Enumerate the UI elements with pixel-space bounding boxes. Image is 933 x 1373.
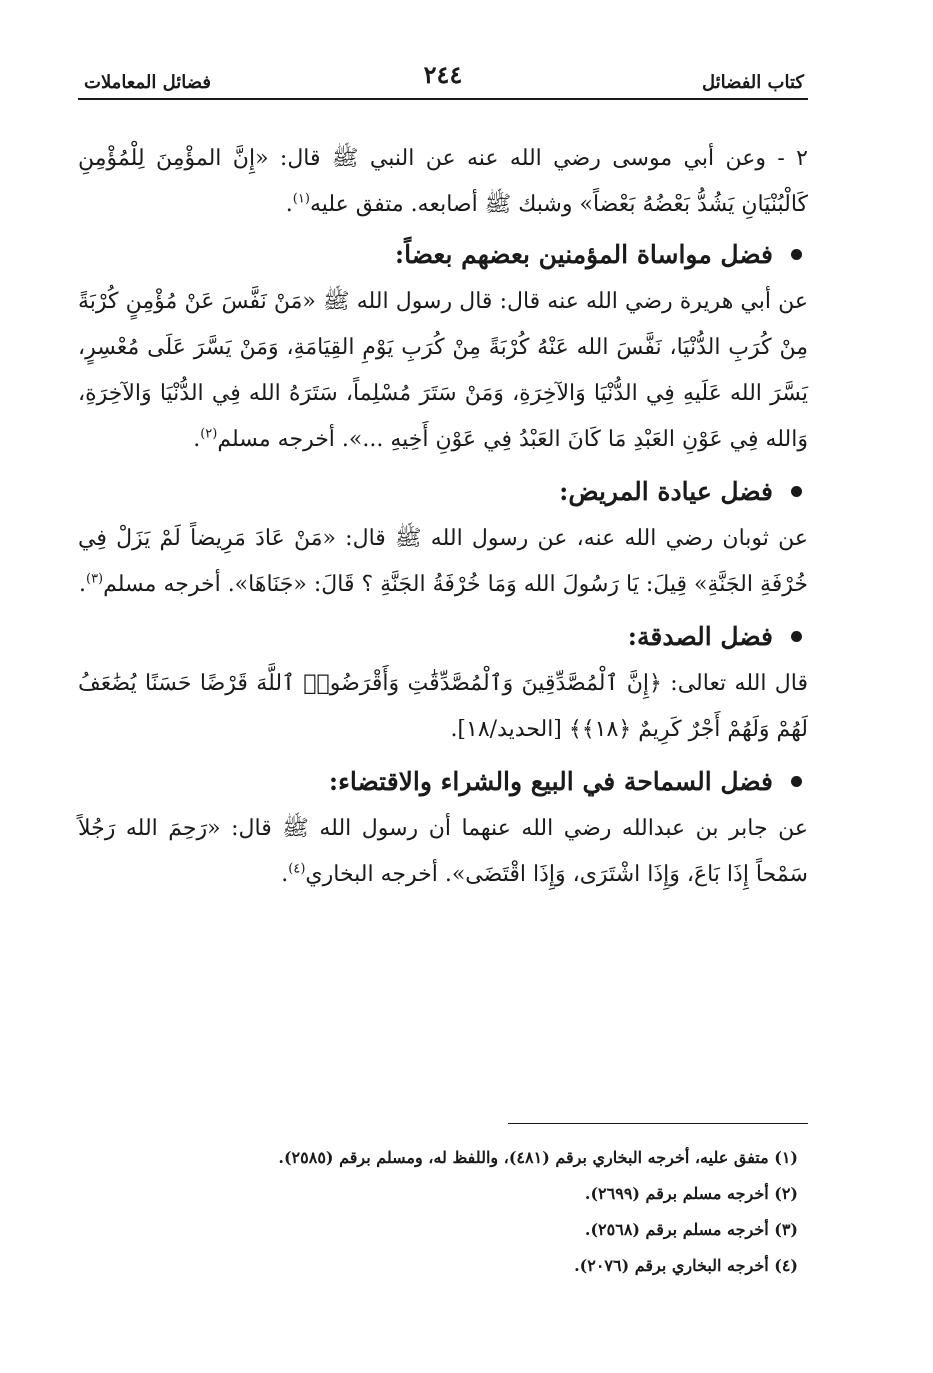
section-text-body: عن أبي هريرة رضي الله عنه قال: قال رسول الله ﷺ «مَنْ نَفَّسَ عَنْ مُؤْمِنٍ كُرْبَةً مِنْ كُرَبِ الدُّنْيَا، نَفَّسَ الله عَنْهُ كُرْبَةً مِنْ كُرَبِ يَوْمِ القِيَامَةِ، وَمَنْ يَسَّرَ عَلَى مُعْسِرٍ، يَسَّرَ الله عَلَيهِ فِي الدُّنْيَا وَالآخِرَةِ، وَمَنْ سَتَرَ مُسْلِماً، سَتَرَهُ الله فِي الدُّنْيَا وَالآخِرَةِ، وَالله فِي عَوْنِ العَبْدِ مَا كَانَ العَبْدُ فِي عَوْنِ أَخِيهِ ...». أخرجه مسلم bbox=[78, 289, 808, 452]
footnote-divider bbox=[508, 1123, 808, 1124]
footnote-ref: (٣) bbox=[85, 571, 104, 587]
running-header bbox=[78, 58, 808, 100]
footnote-item: (٤) أخرجه البخاري برقم (٢٠٧٦). bbox=[574, 1256, 798, 1275]
section-heading-text: فضل الصدقة: bbox=[627, 622, 773, 651]
footnote-ref: (٤) bbox=[288, 861, 306, 877]
footnote-item: (٣) أخرجه مسلم برقم (٢٥٦٨). bbox=[584, 1220, 798, 1239]
section-heading-text: فضل عيادة المريض: bbox=[559, 477, 773, 506]
book-title: كتاب الفضائل bbox=[701, 72, 804, 93]
bullet-icon bbox=[791, 776, 802, 787]
footnote-item: (١) متفق عليه، أخرجه البخاري برقم (٤٨١)، واللفظ له، ومسلم برقم (٢٥٨٥). bbox=[278, 1148, 798, 1167]
intro-hadith: ٢ - وعن أبي موسى رضي الله عنه عن النبي ﷺ قال: «إِنَّ المؤْمِنَ لِلْمُؤْمِنِ كَالْبُنْيَانِ يَشُدُّ بَعْضُهُ بَعْضاً» وشبك ﷺ أصابعه. متفق عليه$^{(١)}$. bbox=[78, 146, 808, 217]
footnote-item: (٢) أخرجه مسلم برقم (٢٦٩٩). bbox=[584, 1184, 798, 1203]
section-heading-text: فضل مواساة المؤمنين بعضهم بعضاً: bbox=[394, 240, 773, 269]
section-text: عن أبي هريرة رضي الله عنه قال: قال رسول الله ﷺ «مَنْ نَفَّسَ عَنْ مُؤْمِنٍ كُرْبَةً مِنْ كُرَبِ الدُّنْيَا، نَفَّسَ الله عَنْهُ كُرْبَةً مِنْ كُرَبِ يَوْمِ القِيَامَةِ، وَمَنْ يَسَّرَ عَلَى مُعْسِرٍ، يَسَّرَ الله عَلَيهِ فِي الدُّنْيَا وَالآخِرَةِ، وَمَنْ سَتَرَ مُسْلِماً، سَتَرَهُ الله فِي الدُّنْيَا وَالآخِرَةِ، وَالله فِي عَوْنِ العَبْدِ مَا كَانَ العَبْدُ فِي عَوْنِ أَخِيهِ ...». أخرجه مسلم$^{(٢)}$. bbox=[78, 289, 808, 452]
footnote-ref: (١) bbox=[292, 191, 310, 207]
section-consolation bbox=[78, 240, 808, 463]
section-text-body: عن ثوبان رضي الله عنه، عن رسول الله ﷺ قال: «مَنْ عَادَ مَرِيضاً لَمْ يَزَلْ فِي خُرْفَةِ الجَنَّةِ» قِيلَ: يَا رَسُولَ الله وَمَا خُرْفَةُ الجَنَّةِ ؟ قَالَ: «جَنَاهَا». أخرجه مسلم bbox=[78, 526, 808, 597]
section-visiting-sick bbox=[78, 477, 808, 608]
bullet-icon bbox=[791, 486, 802, 497]
section-text-body: عن جابر بن عبدالله رضي الله عنهما أن رسول الله ﷺ قال: «رَحِمَ الله رَجُلاً سَمْحاً إِذَا بَاعَ، وَإِذَا اشْتَرَى، وَإِذَا اقْتَضَى». أخرجه البخاري bbox=[78, 816, 808, 887]
section-heading bbox=[78, 477, 808, 506]
footnotes bbox=[78, 1123, 808, 1284]
section-text bbox=[78, 661, 808, 753]
section-text-body: قال الله تعالى: ﴿إِنَّ ٱلْمُصَّدِّقِينَ وَٱلْمُصَّدِّقَٰتِ وَأَقْرَضُوا۟ ٱللَّهَ قَرْضًا حَسَنًا يُضَٰعَفُ لَهُمْ وَلَهُمْ أَجْرٌ كَرِيمٌ ﴿١٨﴾﴾ [الحديد/١٨]. bbox=[78, 671, 808, 742]
bullet-icon bbox=[791, 249, 802, 260]
intro-hadith-text: ٢ - وعن أبي موسى رضي الله عنه عن النبي ﷺ قال: «إِنَّ المؤْمِنَ لِلْمُؤْمِنِ كَالْبُنْيَانِ يَشُدُّ بَعْضُهُ بَعْضاً» وشبك ﷺ أصابعه. متفق عليه bbox=[78, 146, 808, 217]
book-page bbox=[78, 58, 808, 1338]
page-content bbox=[78, 136, 808, 898]
section-heading bbox=[78, 767, 808, 796]
section-heading-text: فضل السماحة في البيع والشراء والاقتضاء: bbox=[328, 767, 773, 796]
footnote-ref: (٢) bbox=[200, 426, 218, 442]
section-text: عن ثوبان رضي الله عنه، عن رسول الله ﷺ قال: «مَنْ عَادَ مَرِيضاً لَمْ يَزَلْ فِي خُرْفَةِ الجَنَّةِ» قِيلَ: يَا رَسُولَ الله وَمَا خُرْفَةُ الجَنَّةِ ؟ قَالَ: «جَنَاهَا». أخرجه مسلم$^{(٣)}$. bbox=[78, 526, 808, 597]
section-charity bbox=[78, 622, 808, 753]
page-number: ٢٤٤ bbox=[423, 60, 463, 89]
chapter-title: فضائل المعاملات bbox=[84, 72, 211, 93]
bullet-icon bbox=[791, 631, 802, 642]
section-leniency bbox=[78, 767, 808, 898]
section-heading bbox=[78, 240, 808, 269]
section-text: عن جابر بن عبدالله رضي الله عنهما أن رسول الله ﷺ قال: «رَحِمَ الله رَجُلاً سَمْحاً إِذَا بَاعَ، وَإِذَا اشْتَرَى، وَإِذَا اقْتَضَى». أخرجه البخاري$^{(٤)}$. bbox=[78, 816, 808, 887]
section-heading bbox=[78, 622, 808, 651]
